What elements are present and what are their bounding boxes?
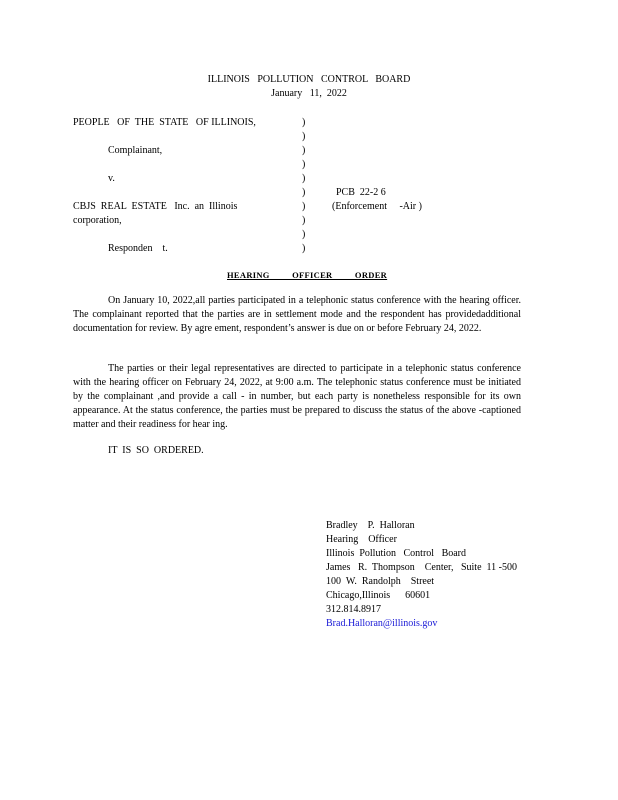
paren-mark: ) [302, 243, 306, 254]
paren-mark: ) [302, 201, 306, 212]
paren-mark: ) [302, 131, 306, 142]
signature-block [326, 519, 517, 631]
versus-label: v. [108, 173, 115, 184]
paren-mark: ) [302, 187, 306, 198]
complainant-role: Complainant, [108, 145, 163, 156]
paren-mark: ) [302, 173, 306, 184]
paragraph-2: The parties or their legal representatives are directed to participate in a telephonic status conference with the hearing officer on February 24, 2022, at 9:00 a.m. The telephonic status conference must be initiated by the complainant ,and provide a call - in number, but each party is nonetheless responsible for its own appearance. At the status conference, the parties must be prepared to discuss the status of the above -captioned matter and their readiness for hear ing. [73, 363, 521, 430]
complainant-party: PEOPLE OF THE STATE OF ILLINOIS, [73, 117, 256, 128]
signer-city: Chicago,Illinois 60601 [326, 590, 431, 601]
signer-building: James R. Thompson Center, Suite 11 -500 [326, 562, 517, 573]
order-title: HEARING OFFICER ORDER [227, 270, 388, 280]
case-number: PCB 22-2 6 [336, 187, 386, 198]
caption-parentheses [302, 116, 305, 256]
respondent-party-line1: CBJS REAL ESTATE Inc. an Illinois [73, 201, 238, 212]
paren-mark: ) [302, 159, 306, 170]
paren-mark: ) [302, 229, 306, 240]
signer-title: Hearing Officer [326, 534, 397, 545]
signer-email-link[interactable]: Brad.Halloran@illinois.gov [326, 618, 438, 629]
signer-name: Bradley P. Halloran [326, 520, 415, 531]
case-type: (Enforcement -Air ) [332, 201, 422, 212]
agency-heading: ILLINOIS POLLUTION CONTROL BOARD [207, 74, 411, 85]
signer-phone: 312.814.8917 [326, 604, 381, 615]
respondent-party-line2: corporation, [73, 215, 122, 226]
paragraph-1: On January 10, 2022,all parties participated in a telephonic status conference with the hearing officer. The complainant reported that the parties are in settlement mode and the respondent has providedadditional documentation for review. By agre ement, respondent’s answer is due on or before February 24, 2022. [73, 295, 521, 334]
signer-agency: Illinois Pollution Control Board [326, 548, 467, 559]
closing-statement: IT IS SO ORDERED. [108, 445, 204, 456]
paren-mark: ) [302, 145, 306, 156]
paren-mark: ) [302, 215, 306, 226]
order-date: January 11, 2022 [271, 88, 347, 99]
respondent-role: Responden t. [108, 243, 168, 254]
paren-mark: ) [302, 117, 306, 128]
signer-street: 100 W. Randolph Street [326, 576, 435, 587]
